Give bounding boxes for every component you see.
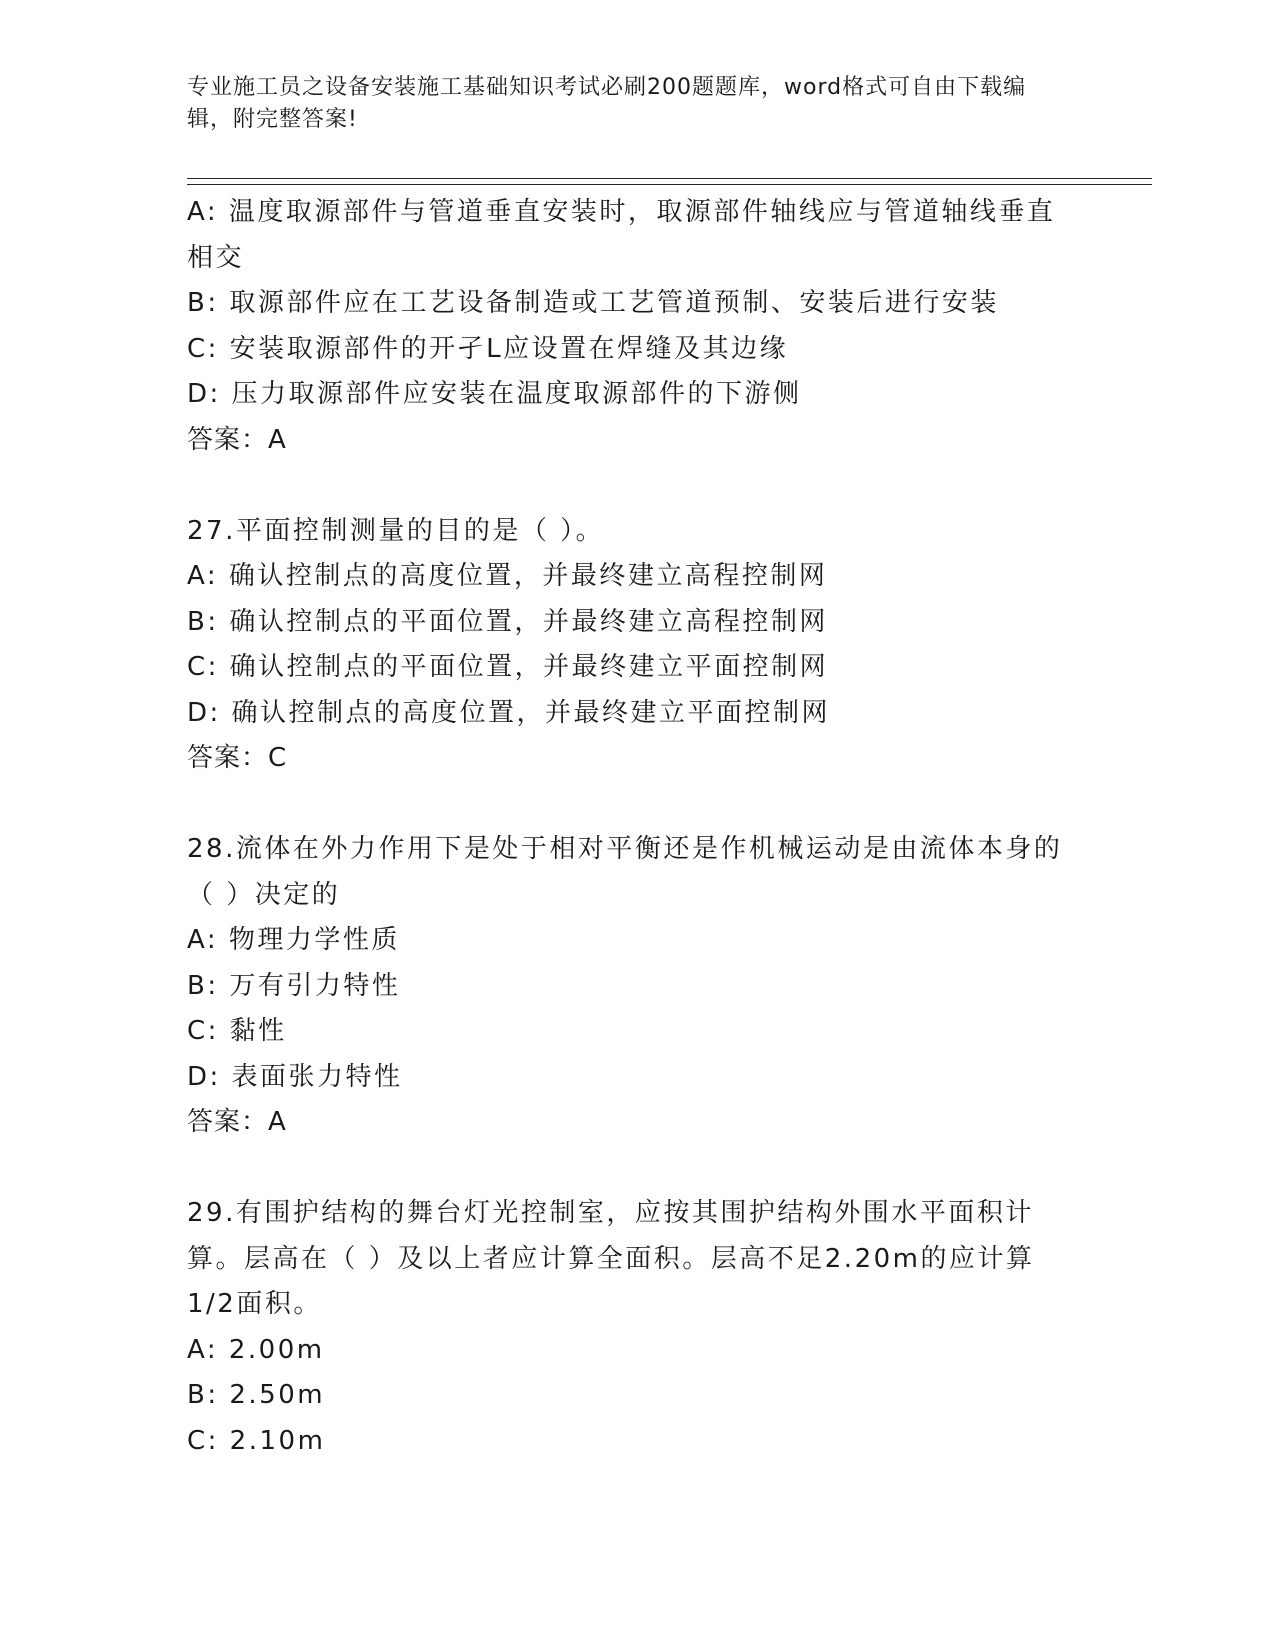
option-a: A: 2.00m: [187, 1334, 325, 1365]
answer: 答案：C: [187, 743, 288, 773]
option-d: D: 表面张力特性: [187, 1061, 403, 1092]
question-29: [187, 1191, 1077, 1464]
option-b: B: 确认控制点的平面位置，并最终建立高程控制网: [187, 606, 828, 637]
option-c: C: 安装取源部件的开孑L应设置在焊缝及其边缘: [187, 333, 789, 364]
option-a: A: 确认控制点的高度位置，并最终建立高程控制网: [187, 561, 828, 591]
header-rule-bottom: [187, 184, 1152, 185]
answer: 答案：A: [187, 424, 287, 455]
header-title: 专业施工员之设备安装施工基础知识考试必刷200题题库，word格式可自由下载编辑，附完整答案!: [187, 75, 1027, 132]
option-b: B: 取源部件应在工艺设备制造或工艺管道预制、安装后进行安装: [187, 288, 999, 318]
option-a: A: 物理力学性质: [187, 925, 400, 955]
spacer: [187, 463, 1077, 509]
question-28: [187, 827, 1077, 1146]
option-a: A: 温度取源部件与管道垂直安装时，取源部件轴线应与管道轴线垂直相交: [187, 197, 1056, 273]
option-d: D: 确认控制点的高度位置，并最终建立平面控制网: [187, 697, 831, 728]
question-27: [187, 509, 1077, 782]
question-26: [187, 190, 1077, 463]
option-c: C: 确认控制点的平面位置，并最终建立平面控制网: [187, 652, 829, 682]
option-d: D: 压力取源部件应安装在温度取源部件的下游侧: [187, 379, 802, 409]
option-b: B: 2.50m: [187, 1380, 326, 1410]
spacer: [187, 1146, 1077, 1192]
option-c: C: 黏性: [187, 1016, 287, 1046]
question-stem: 27.平面控制测量的目的是（ ）。: [187, 515, 605, 546]
option-c: C: 2.10m: [187, 1425, 326, 1456]
document-header: [187, 72, 1067, 136]
spacer: [187, 782, 1077, 828]
question-stem: 29.有围护结构的舞台灯光控制室，应按其围护结构外围水平面积计算。层高在（ ）及以上者应计算全面积。层高不足2.20m的应计算1/2面积。: [187, 1198, 1035, 1319]
header-rule-top: [187, 178, 1152, 179]
answer: 答案：A: [187, 1107, 287, 1137]
question-stem: 28.流体在外力作用下是处于相对平衡还是作机械运动是由流体本身的（ ）决定的: [187, 834, 1063, 910]
option-b: B: 万有引力特性: [187, 970, 401, 1001]
question-list: [187, 190, 1077, 1464]
